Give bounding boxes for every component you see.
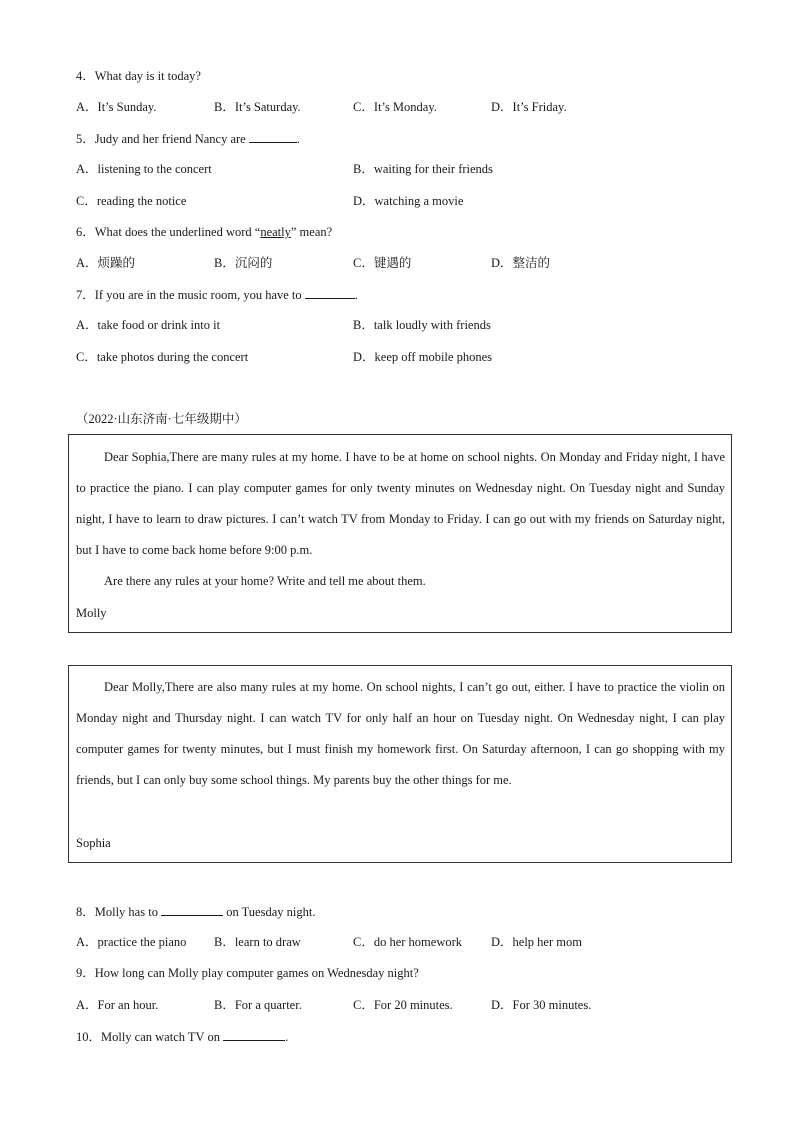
q6-stem-text: 6．What does the underlined word “ <box>76 225 261 239</box>
question-10-stem <box>76 1028 288 1045</box>
question-7-stem <box>76 286 358 303</box>
q6-option-c: C．键遇的 <box>353 256 412 270</box>
q9-option-c: C．For 20 minutes. <box>353 998 453 1012</box>
q8-option-d: D．help her mom <box>491 935 582 949</box>
q5-option-b: B．waiting for their friends <box>353 162 493 176</box>
letter-molly-signature: Molly <box>76 606 107 620</box>
q9-option-d: D．For 30 minutes. <box>491 998 592 1012</box>
q7-option-a: A．take food or drink into it <box>76 318 221 332</box>
q4-option-d: D．It’s Friday. <box>491 100 567 114</box>
q4-option-c: C．It’s Monday. <box>353 100 437 114</box>
q8-option-b: B．learn to draw <box>214 935 301 949</box>
q7-option-b: B．talk loudly with friends <box>353 318 491 332</box>
letter-molly-paragraph-2: Are there any rules at your home? Write and tell me about them. <box>104 574 426 588</box>
q8-option-c: C．do her homework <box>353 935 463 949</box>
question-5-stem <box>76 130 300 147</box>
letter-sophia-box <box>68 665 732 863</box>
q6-underlined-word: neatly <box>260 225 291 239</box>
q8-option-a: A．practice the piano <box>76 935 187 949</box>
q7-answer-blank <box>305 286 355 299</box>
letter-molly-box <box>68 434 732 633</box>
q6-option-b: B．沉闷的 <box>214 256 273 270</box>
q4-option-b: B．It’s Saturday. <box>214 100 301 114</box>
q7-stem-end: . <box>354 288 358 302</box>
q7-option-c: C．take photos during the concert <box>76 350 249 364</box>
q9-option-a: A．For an hour. <box>76 998 159 1012</box>
q5-option-a: A．listening to the concert <box>76 162 212 176</box>
passage-source: （2022·山东济南·七年级期中） <box>76 412 247 426</box>
letter-sophia-signature: Sophia <box>76 836 111 850</box>
q4-option-a: A．It’s Sunday. <box>76 100 157 114</box>
question-6-stem <box>76 224 332 240</box>
q5-answer-blank <box>249 130 297 143</box>
q5-stem-text: 5．Judy and her friend Nancy are <box>76 132 249 146</box>
q8-stem-text: 8．Molly has to <box>76 905 162 919</box>
question-8-stem <box>76 903 315 920</box>
q10-answer-blank <box>223 1028 285 1041</box>
letter-sophia-paragraph-1: Dear Molly,There are also many rules at my home. On school nights, I can’t go out, either. I have to practice the violin on Monday night and Thursday night. I can watch TV for only half an hour on Tuesday night. On Wednesday night, I can play computer games for twenty minutes, but I must finish my homework first. On Saturday afternoon, I can go shopping with my friends, but I can only buy some school things. My parents buy the other things for me. <box>76 680 725 787</box>
q9-option-b: B．For a quarter. <box>214 998 302 1012</box>
question-9-stem: 9．How long can Molly play computer games on Wednesday night? <box>76 966 419 980</box>
q6-option-d: D．整洁的 <box>491 256 551 270</box>
q5-option-c: C．reading the notice <box>76 194 187 208</box>
q6-option-a: A．烦躁的 <box>76 256 136 270</box>
q7-option-d: D．keep off mobile phones <box>353 350 492 364</box>
q5-stem-end: . <box>296 132 300 146</box>
q10-stem-text: 10．Molly can watch TV on <box>76 1030 224 1044</box>
question-4-stem: 4．What day is it today? <box>76 69 201 83</box>
q10-stem-end: . <box>285 1030 289 1044</box>
q5-option-d: D．watching a movie <box>353 194 464 208</box>
q7-stem-text: 7．If you are in the music room, you have to <box>76 288 305 302</box>
q8-answer-blank <box>161 903 223 916</box>
q6-stem-end: ” mean? <box>290 225 333 239</box>
q8-stem-end: on Tuesday night. <box>223 905 316 919</box>
letter-molly-paragraph-1: Dear Sophia,There are many rules at my home. I have to be at home on school nights. On Monday and Friday night, I have to practice the piano. I can play computer games for only twenty minutes on Wednesday night. On Tuesday night and Sunday night, I have to learn to draw pictures. I can’t watch TV from Monday to Friday. I can go out with my friends on Saturday night, but I have to come back home before 9:00 p.m. <box>76 450 725 557</box>
